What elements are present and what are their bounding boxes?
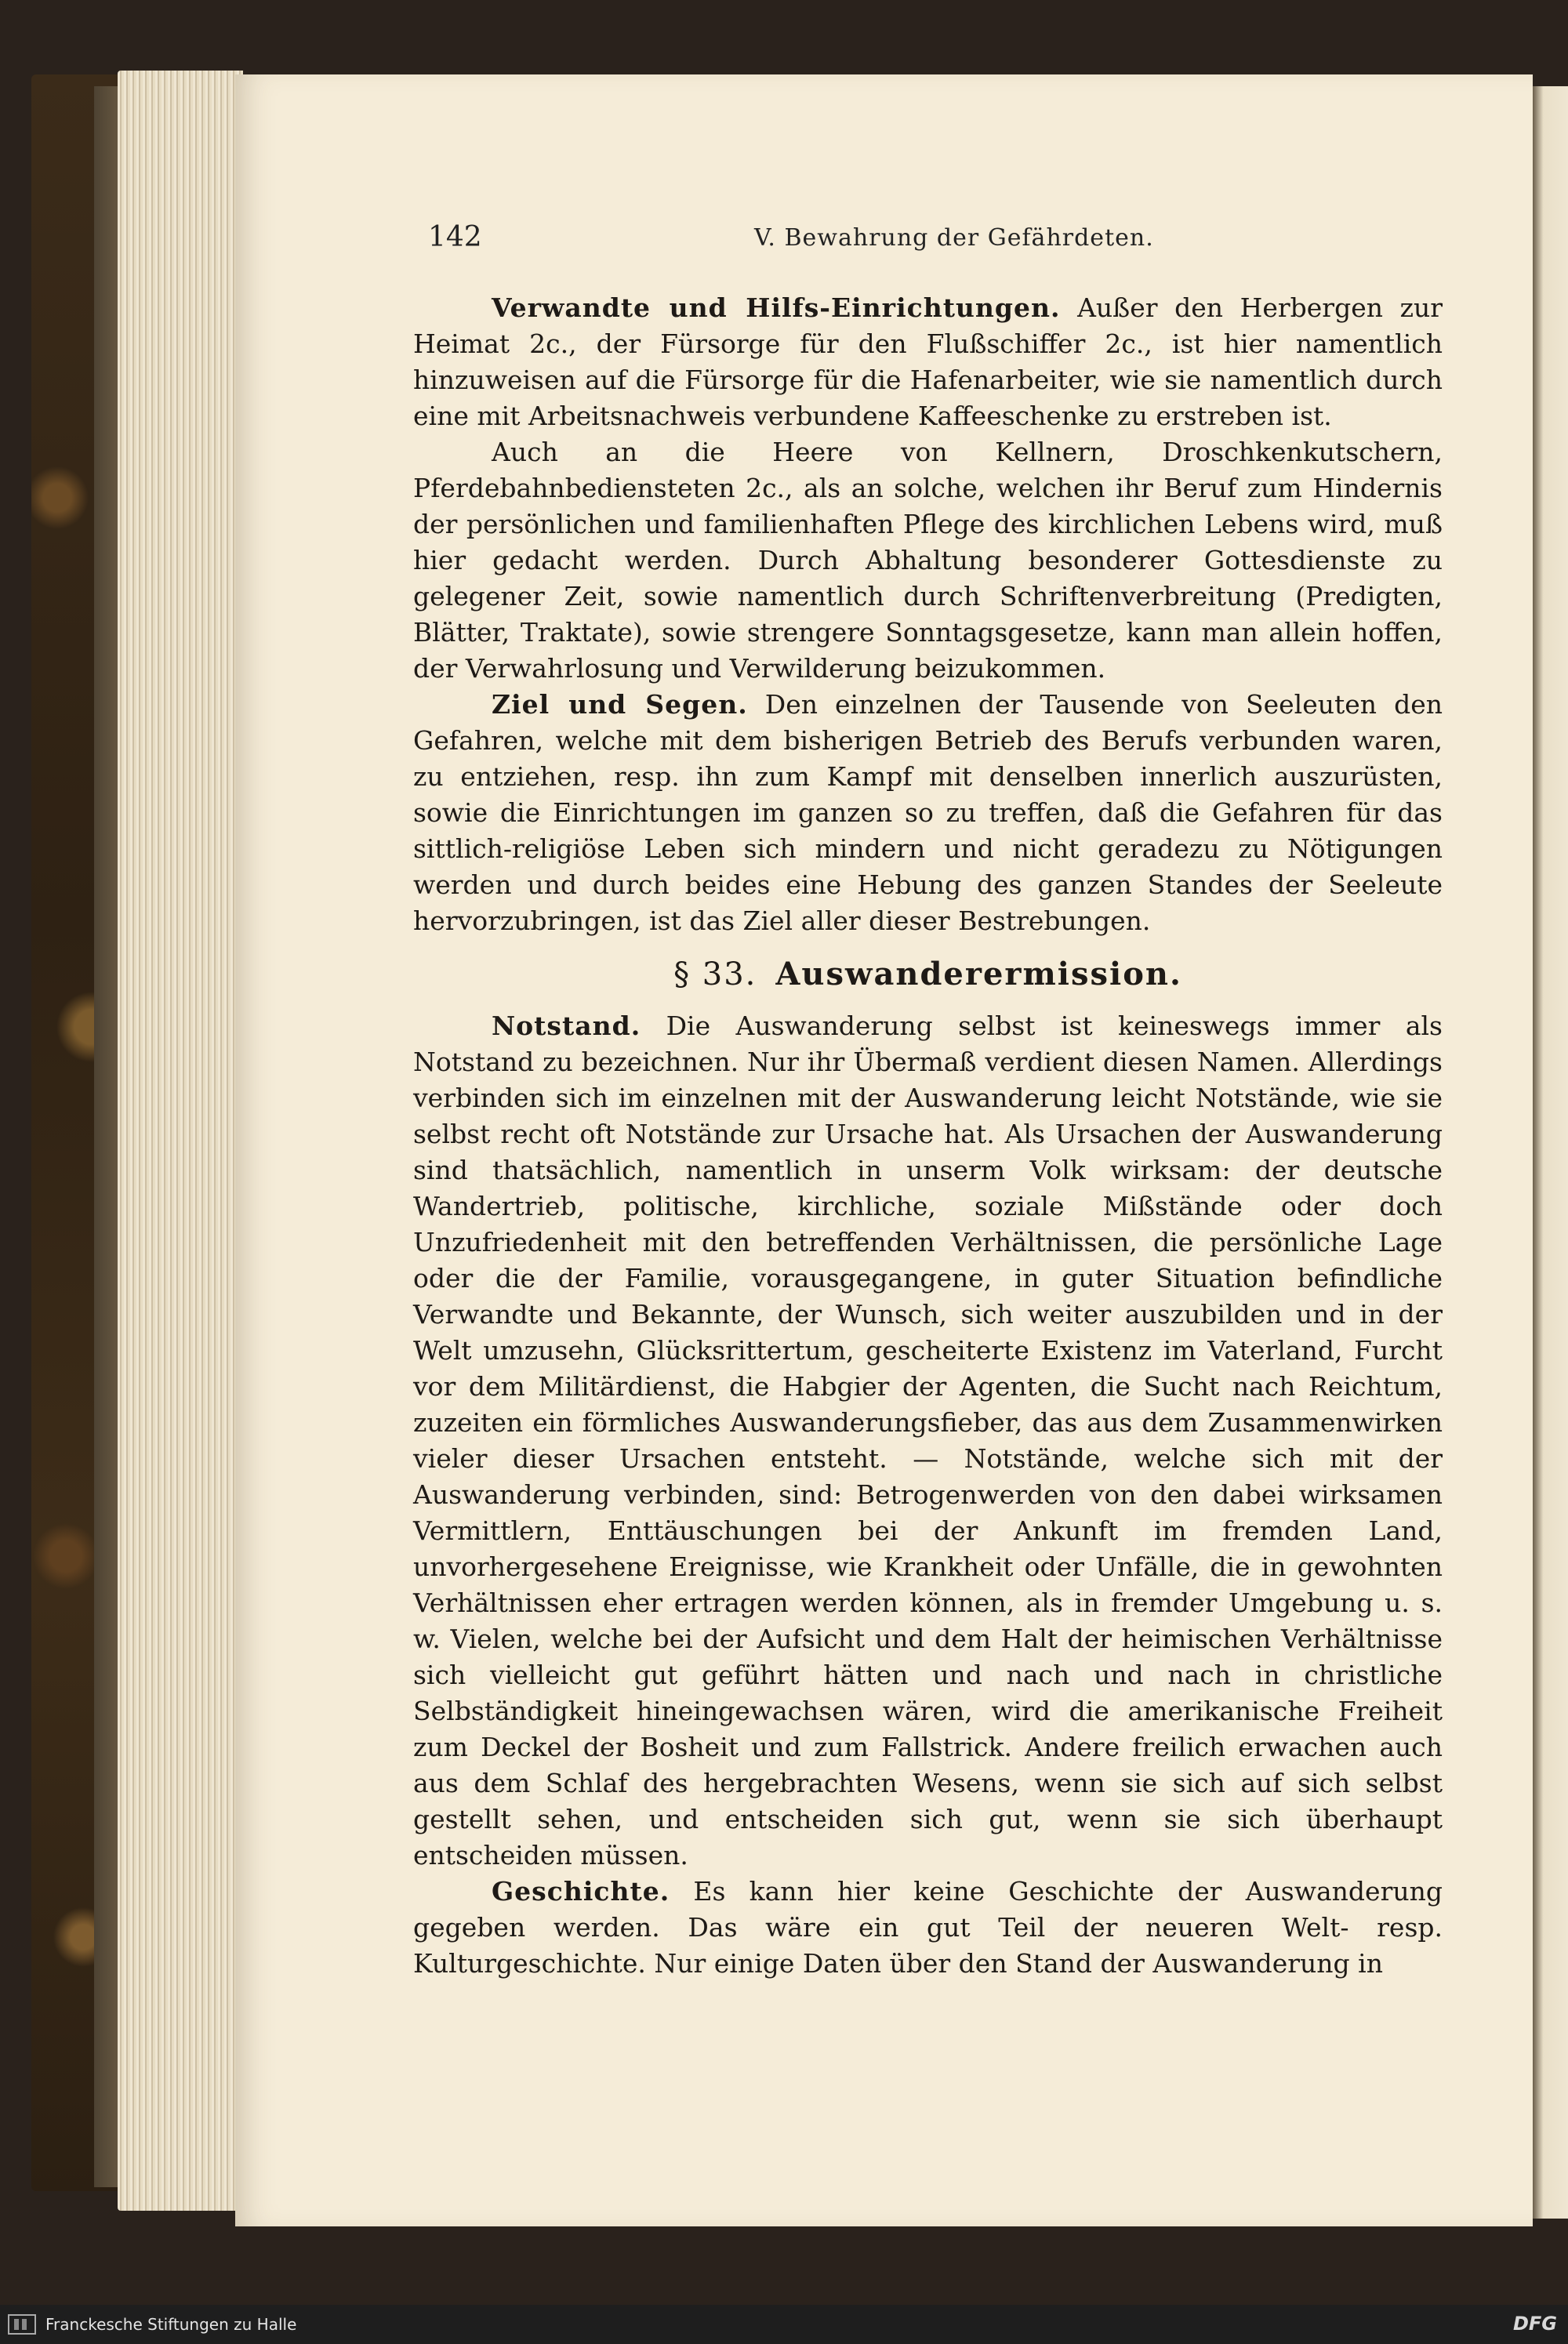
paragraph-text: Den einzelnen der Tausende von Seeleuten den Gefahren, welche mit dem bisherigen Betrieb des Berufs verbunden waren, zu entziehen, resp. ihn zum Kampf mit denselben innerlich auszurüsten, sowie die Einrichtungen im ganzen so zu treffen, daß die Gefahren für das sittlich-religiöse Leben sich mindern und nicht geradezu zu Nötigungen werden und durch beides eine Hebung des ganzen Standes der Seeleute hervorzubringen, ist das Ziel aller dieser Bestrebungen. [413, 689, 1443, 936]
paragraph-text: Die Auswanderung selbst ist keineswegs immer als Notstand zu bezeichnen. Nur ihr Übermaß verdient diesen Namen. Allerdings verbinden sich im einzelnen mit der Auswanderung leicht Notstände, wie sie selbst recht oft Notstände zur Ursache hat. Als Ursachen der Auswanderung sind thatsächlich, namentlich in unserm Volk wirksam: der deutsche Wandertrieb, politische, kirchliche, soziale Mißstände oder doch Unzufriedenheit mit den betreffenden Verhältnissen, die persönliche Lage oder die der Familie, vorausgegangene, in guter Situation befindliche Verwandte und Bekannte, der Wunsch, sich weiter auszubilden und in der Welt umzusehn, Glücksrittertum, gescheiterte Existenz im Vaterland, Furcht vor dem Militärdienst, die Habgier der Agenten, die Sucht nach Reichtum, zuzeiten ein förmliches Auswanderungsfieber, das aus dem Zusammenwirken vieler dieser Ursachen entsteht. — Notstände, welche sich mit der Auswanderung verbinden, sind: Betrogenwerden von den dabei wirksamen Vermittlern, Enttäuschungen bei der Ankunft im fremden Land, unvorhergesehene Ereignisse, wie Krankheit oder Unfälle, die in gewohnten Verhältnissen eher ertragen werden können, als in fremder Umgebung u. s. w. Vielen, welche bei der Aufsicht und dem Halt der heimischen Verhältnisse sich vielleicht gut geführt hätten und nach und nach in christliche Selbständigkeit hineingewachsen wären, wird die amerikanische Freiheit zum Deckel der Bosheit und zum Fallstrick. Andere freilich erwachen auch aus dem Schlaf des hergebrachten Wesens, wenn sie sich auf sich selbst gestellt sehen, und entscheiden sich gut, wenn sie sich überhaupt entscheiden müssen. [413, 1011, 1443, 1870]
paragraph-lead: Geschichte. [492, 1876, 670, 1907]
paragraph [413, 434, 1443, 687]
dfg-logo[interactable]: DFG [1512, 2313, 1557, 2335]
page-body [413, 290, 1443, 1982]
paragraph-lead: Notstand. [492, 1011, 641, 1041]
running-head: V. Bewahrung der Gefährdeten. [754, 224, 1154, 252]
institution-name[interactable]: Franckesche Stiftungen zu Halle [45, 2315, 297, 2334]
section-heading [413, 956, 1443, 992]
page-header [428, 221, 1212, 260]
paragraph [413, 1874, 1443, 1982]
adjacent-page-edge [1533, 86, 1568, 2219]
paragraph-text: Es kann hier keine Geschichte der Auswanderung gegeben werden. Das wäre ein gut Teil der neueren Welt- resp. Kulturgeschichte. Nur einige Daten über den Stand der Auswanderung in [413, 1876, 1443, 1979]
institution-logo-icon [8, 2314, 36, 2335]
page-number: 142 [428, 221, 482, 253]
paragraph-lead: Ziel und Segen. [492, 689, 748, 720]
paragraph [413, 290, 1443, 434]
paragraph [413, 687, 1443, 939]
paragraph-text: Auch an die Heere von Kellnern, Droschkenkutschern, Pferdebahnbediensteten 2c., als an solche, welchen ihr Beruf zum Hindernis der persönlichen und familienhaften Pflege des kirchlichen Lebens wird, muß hier gedacht werden. Durch Abhaltung besonderer Gottesdienste zu gelegener Zeit, sowie namentlich durch Schriftenverbreitung (Predigten, Blätter, Traktate), sowie strengere Sonntagsgesetze, kann man allein hoffen, der Verwahrlosung und Verwilderung beizukommen. [413, 437, 1443, 684]
section-title: Auswanderermission. [775, 956, 1182, 992]
section-number: § 33. [673, 956, 757, 992]
viewer-footer [0, 2305, 1568, 2344]
paragraph-text: Außer den Herbergen zur Heimat 2c., der Fürsorge für den Flußschiffer 2c., ist hier namentlich hinzuweisen auf die Fürsorge für die Hafenarbeiter, wie sie namentlich durch eine mit Arbeitsnachweis verbundene Kaffeeschenke zu erstreben ist. [413, 292, 1443, 431]
paragraph-lead: Verwandte und Hilfs-Einrichtungen. [492, 292, 1061, 323]
paragraph [413, 1008, 1443, 1874]
stacked-page-edges [118, 71, 243, 2211]
